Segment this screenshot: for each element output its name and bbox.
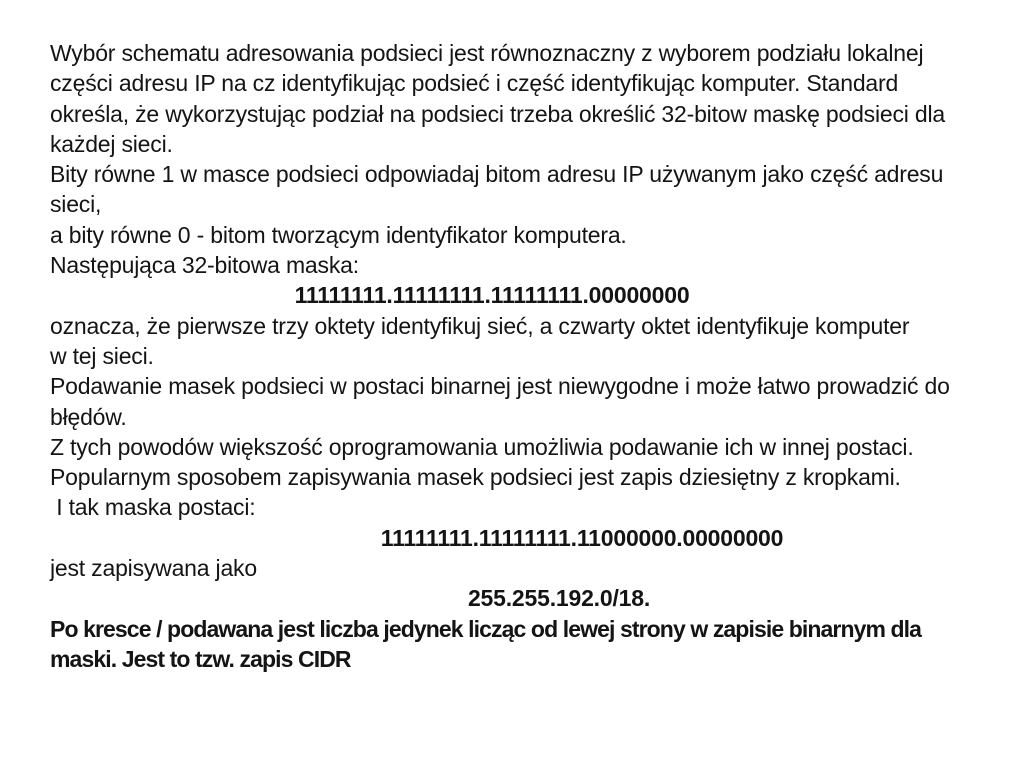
body-line-12: Podawanie masek podsieci w postaci binarnej jest niewygodne i może łatwo prowadzić do xyxy=(50,373,950,400)
cidr-note-line-1: Po kresce / podawana jest liczba jedynek licząc od lewej strony w zapisie binarnym dla xyxy=(50,615,922,642)
body-line-18: jest zapisywana jako xyxy=(50,555,257,582)
cidr-mask-line: 255.255.192.0/18. xyxy=(467,585,651,612)
body-line-5: Bity równe 1 w masce podsieci odpowiadaj bitom adresu IP używanym jako część adresu xyxy=(50,161,944,188)
binary-mask-line-1: 11111111.11111111.11111111.00000000 xyxy=(294,282,690,309)
body-line-4: każdej sieci. xyxy=(50,130,173,157)
body-line-2: części adresu IP na cz identyfikując podsieć i część identyfikując komputer. Standard xyxy=(50,70,899,97)
body-line-10: oznacza, że pierwsze trzy oktety identyfikuj sieć, a czwarty oktet identyfikuje komputer xyxy=(50,312,910,339)
slide-text-block xyxy=(50,38,984,674)
cidr-note-line-2: maski. Jest to tzw. zapis CIDR xyxy=(50,645,351,672)
body-line-7: a bity równe 0 - bitom tworzącym identyfikator komputera. xyxy=(50,221,627,248)
body-line-6: sieci, xyxy=(50,191,102,218)
body-line-11: w tej sieci. xyxy=(50,342,154,369)
body-line-3: określa, że wykorzystując podział na podsieci trzeba określić 32-bitow maskę podsieci dla xyxy=(50,100,945,127)
body-line-15: Popularnym sposobem zapisywania masek podsieci jest zapis dziesiętny z kropkami. xyxy=(50,464,901,491)
body-line-14: Z tych powodów większość oprogramowania umożliwia podawanie ich w innej postaci. xyxy=(50,433,914,460)
binary-mask-line-2: 11111111.11111111.11000000.00000000 xyxy=(380,524,784,551)
body-line-16: I tak maska postaci: xyxy=(50,494,256,521)
body-line-13: błędów. xyxy=(50,403,127,430)
body-line-1: Wybór schematu adresowania podsieci jest równoznaczny z wyborem podziału lokalnej xyxy=(50,40,924,66)
body-line-8: Następująca 32-bitowa maska: xyxy=(50,252,359,279)
